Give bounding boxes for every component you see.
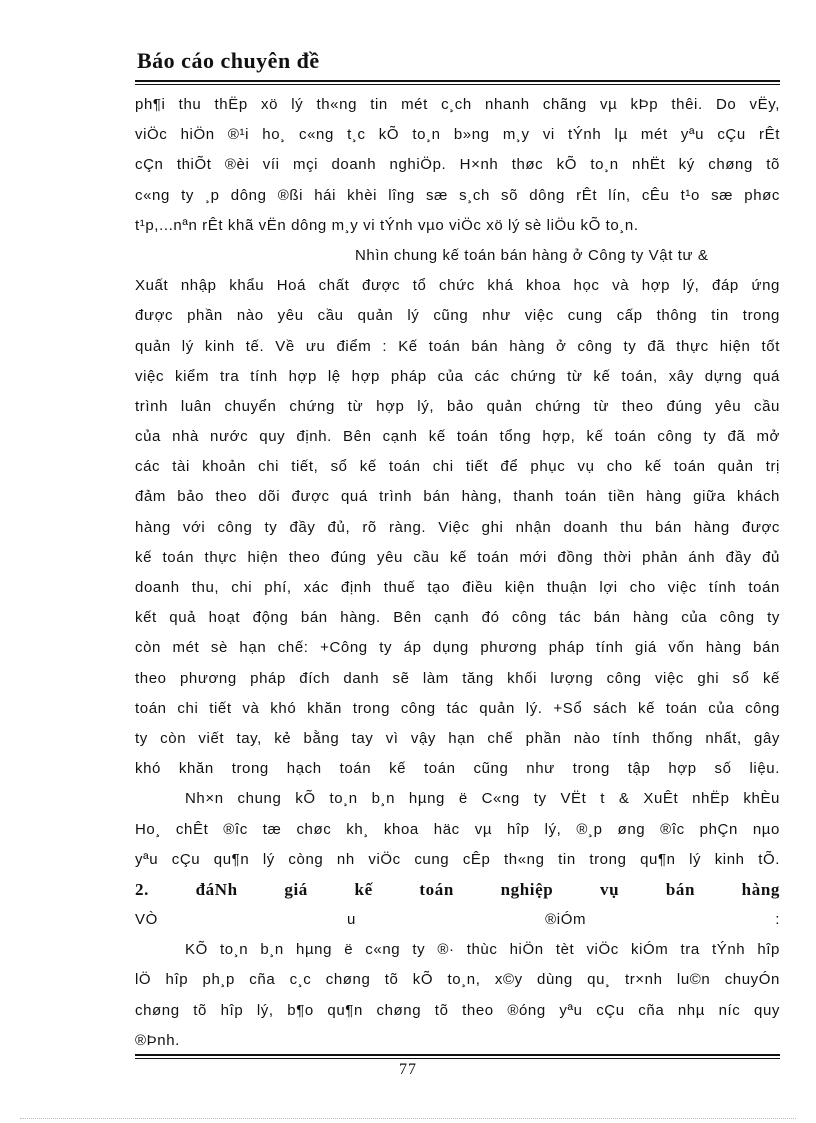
- text-line: của nhà nước quy định. Bên cạnh kế toán tổng hợp, kế toán công ty đã mở: [135, 428, 780, 446]
- header-divider: [135, 80, 780, 85]
- text-line: ®Þnh.: [135, 1031, 180, 1049]
- text-line: Ho¸ chÊt ®îc tæ chøc kh¸ khoa häc vµ hîp lý, ®¸p øng ®îc phÇn nµo: [135, 820, 780, 838]
- text-line: c«ng ty ¸p dông ®ßi hái khèi lîng sæ s¸ch sõ dông rÊt lín, cÊu t¹o sæ phøc: [135, 186, 780, 204]
- text-line: cÇn thiÕt ®èi víi mçi doanh nghiÖp. H×nh thøc kÕ to¸n nhËt ký chøng tõ: [135, 156, 780, 174]
- subheading-line: VÒ u ®iÓm :: [135, 911, 780, 929]
- text-line: lÖ hîp ph¸p cña c¸c chøng tõ kÕ to¸n, x©y dùng qu¸ tr×nh lu©n chuyÓn: [135, 971, 780, 989]
- text-line: còn mét sè hạn chế: +Công ty áp dụng phương pháp tính giá vốn hàng bán: [135, 639, 780, 657]
- text-line: t¹p,...nªn rÊt khã vËn dông m¸y vi tÝnh vµo viÖc xö lý sè liÖu kÕ to¸n.: [135, 216, 639, 234]
- text-line: ph¶i thu thËp xö lý th«ng tin mét c¸ch nhanh chãng vµ kÞp thêi. Do vËy,: [135, 96, 780, 113]
- text-line: quản lý kinh tế. Về ưu điểm : Kế toán bán hàng ở công ty đã thực hiện tốt: [135, 337, 780, 355]
- text-line: ty còn viết tay, kẻ bằng tay vì vậy hạn chế phần nào tính thống nhất, gây: [135, 729, 780, 747]
- text-line: Xuất nhập khẩu Hoá chất được tổ chức khá khoa học và hợp lý, đáp ứng: [135, 277, 780, 295]
- document-body: [135, 90, 780, 1056]
- text-line: Nh×n chung kÕ to¸n b¸n hµng ë C«ng ty VËt t & XuÊt nhËp khÈu: [185, 790, 780, 808]
- text-line: KÕ to¸n b¸n hµng ë c«ng ty ®· thùc hiÖn tèt viÖc kiÓm tra tÝnh hîp: [185, 941, 780, 959]
- section-heading: 2. đáNh giá kế toán nghiệp vụ bán hàng: [135, 879, 780, 899]
- footer-divider: [135, 1054, 780, 1059]
- text-line: khó khăn trong hạch toán kế toán cũng như trong tập hợp số liệu.: [135, 760, 780, 778]
- page-bottom-divider: [20, 1118, 796, 1119]
- text-line: hàng với công ty đầy đủ, rõ ràng. Việc ghi nhận doanh thu bán hàng được: [135, 518, 780, 536]
- page-title: Báo cáo chuyên đề: [137, 48, 320, 73]
- text-line: theo phương pháp đích danh sẽ làm tăng khối lượng công việc ghi sổ kế: [135, 669, 780, 687]
- text-line: doanh thu, chi phí, xác định thuế tạo điều kiện thuận lợi cho việc tính toán: [135, 579, 780, 596]
- text-line: kết quả hoạt động bán hàng. Bên cạnh đó công tác bán hàng của công ty: [135, 609, 780, 627]
- text-line: toán chi tiết và khó khăn trong công tác quản lý. +Sổ sách kế toán của công: [135, 699, 780, 717]
- text-line: các tài khoản chi tiết, sổ kế toán chi tiết để phục vụ cho kế toán quản trị: [135, 458, 780, 476]
- text-line: kế toán thực hiện theo đúng yêu cầu kế toán mới đồng thời phản ánh đầy đủ: [135, 548, 780, 566]
- text-line: Nhìn chung kế toán bán hàng ở Công ty Vật tư &: [355, 246, 709, 264]
- text-line: đảm bảo theo dõi được quá trình bán hàng, thanh toán tiền hàng giữa khách: [135, 488, 780, 506]
- text-line: yªu cÇu qu¶n lý còng nh viÖc cung cÊp th«ng tin trong qu¶n lý kinh tÕ.: [135, 850, 780, 868]
- text-line: được phần nào yêu cầu quản lý cũng như việc cung cấp thông tin trong: [135, 307, 780, 325]
- text-line: viÖc hiÖn ®¹i ho¸ c«ng t¸c kÕ to¸n b»ng m¸y vi tÝnh lµ mét yªu cÇu rÊt: [135, 126, 780, 144]
- page-number: 77: [399, 1061, 417, 1078]
- text-line: chøng tõ hîp lý, b¶o qu¶n chøng tõ theo ®óng yªu cÇu cña nhµ níc quy: [135, 1001, 780, 1019]
- text-line: trình luân chuyển chứng từ hợp lý, bảo quản chứng từ theo đúng yêu cầu: [135, 397, 780, 415]
- text-line: việc kiểm tra tính hợp lệ hợp pháp của các chứng từ kế toán, xây dựng quá: [135, 367, 780, 385]
